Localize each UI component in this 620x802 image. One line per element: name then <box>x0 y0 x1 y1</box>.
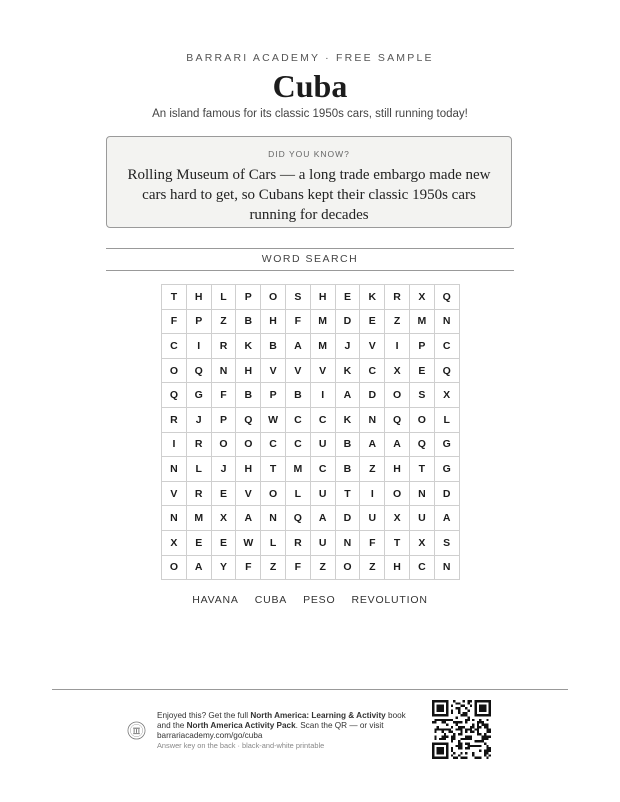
word-list <box>0 594 620 606</box>
grid-cell[interactable]: I <box>360 481 385 506</box>
footer-line2-suffix: . Scan the QR — or visit <box>295 721 384 730</box>
grid-cell[interactable]: N <box>434 555 459 580</box>
grid-cell[interactable]: P <box>409 334 434 359</box>
grid-cell[interactable]: F <box>360 530 385 555</box>
page-title: Cuba <box>272 68 348 104</box>
did-you-know-text: Rolling Museum of Cars — a long trade embargo made new cars hard to get, so Cubans kept their classic 1950s cars running for decades <box>127 167 491 223</box>
grid-cell[interactable]: X <box>434 383 459 408</box>
grid-cell[interactable]: O <box>385 383 410 408</box>
grid-cell[interactable]: C <box>310 407 335 432</box>
grid-cell[interactable]: W <box>261 407 286 432</box>
grid-cell[interactable]: T <box>261 457 286 482</box>
grid-cell[interactable]: R <box>211 334 236 359</box>
grid-cell[interactable]: C <box>434 334 459 359</box>
footer-line2-prefix: and the <box>157 721 187 730</box>
grid-cell[interactable]: I <box>385 334 410 359</box>
grid-cell[interactable]: P <box>186 309 211 334</box>
grid-cell[interactable]: B <box>261 334 286 359</box>
grid-cell[interactable]: E <box>211 530 236 555</box>
grid-cell[interactable]: T <box>335 481 360 506</box>
footer-line1-prefix: Enjoyed this? Get the full <box>157 711 251 720</box>
grid-cell[interactable]: N <box>211 358 236 383</box>
grid-cell[interactable]: Q <box>434 358 459 383</box>
grid-cell[interactable]: F <box>211 383 236 408</box>
grid-cell[interactable]: R <box>285 530 310 555</box>
grid-cell[interactable]: E <box>186 530 211 555</box>
grid-cell[interactable]: T <box>162 285 187 310</box>
grid-cell[interactable]: Q <box>186 358 211 383</box>
grid-cell[interactable]: M <box>186 506 211 531</box>
grid-cell[interactable]: T <box>385 530 410 555</box>
eyebrow: BARRARI ACADEMY · FREE SAMPLE <box>186 52 434 64</box>
grid-cell[interactable]: N <box>409 481 434 506</box>
grid-cell[interactable]: X <box>385 506 410 531</box>
grid-cell[interactable]: V <box>162 481 187 506</box>
grid-cell[interactable]: C <box>285 432 310 457</box>
grid-cell[interactable]: B <box>335 457 360 482</box>
grid-cell[interactable]: C <box>285 407 310 432</box>
grid-cell[interactable]: R <box>186 481 211 506</box>
grid-cell[interactable]: I <box>186 334 211 359</box>
grid-cell[interactable]: M <box>409 309 434 334</box>
grid-cell[interactable]: O <box>385 481 410 506</box>
grid-cell[interactable]: A <box>186 555 211 580</box>
grid-cell[interactable]: U <box>310 481 335 506</box>
grid-cell[interactable]: N <box>162 506 187 531</box>
grid-cell[interactable]: H <box>385 457 410 482</box>
grid-cell[interactable]: V <box>310 358 335 383</box>
grid-cell[interactable]: J <box>211 457 236 482</box>
grid-cell[interactable]: N <box>335 530 360 555</box>
grid-cell[interactable]: A <box>335 383 360 408</box>
grid-cell[interactable]: Z <box>360 555 385 580</box>
grid-cell[interactable]: E <box>211 481 236 506</box>
grid-cell[interactable]: A <box>434 506 459 531</box>
grid-cell[interactable]: O <box>335 555 360 580</box>
grid-cell[interactable]: O <box>409 407 434 432</box>
did-you-know-label: DID YOU KNOW? <box>268 149 350 159</box>
grid-cell[interactable]: O <box>236 432 261 457</box>
grid-cell[interactable]: R <box>186 432 211 457</box>
footer-book-name: North America: Learning & Activity <box>250 711 386 720</box>
grid-cell[interactable]: X <box>385 358 410 383</box>
grid-cell[interactable]: X <box>162 530 187 555</box>
grid-row <box>162 407 460 432</box>
word-search-grid <box>161 284 460 580</box>
footer-url[interactable]: barrariacademy.com/go/cuba <box>157 731 263 740</box>
grid-cell[interactable]: O <box>261 481 286 506</box>
grid-cell[interactable]: P <box>211 407 236 432</box>
grid-cell[interactable]: V <box>236 481 261 506</box>
grid-cell[interactable]: C <box>162 334 187 359</box>
grid-row <box>162 334 460 359</box>
grid-cell[interactable]: N <box>434 309 459 334</box>
grid-cell[interactable]: H <box>385 555 410 580</box>
grid-cell[interactable]: I <box>310 383 335 408</box>
word-item: PESO <box>303 594 336 606</box>
grid-cell[interactable]: M <box>285 457 310 482</box>
grid-cell[interactable]: Q <box>162 383 187 408</box>
grid-cell[interactable]: S <box>409 383 434 408</box>
grid-cell[interactable]: O <box>162 358 187 383</box>
grid-cell[interactable]: N <box>261 506 286 531</box>
grid-cell[interactable]: Q <box>409 432 434 457</box>
grid-cell[interactable]: Y <box>211 555 236 580</box>
grid-cell[interactable]: E <box>335 285 360 310</box>
grid-cell[interactable]: U <box>409 506 434 531</box>
did-you-know-box <box>106 136 512 228</box>
grid-cell[interactable]: D <box>335 506 360 531</box>
grid-cell[interactable]: H <box>310 285 335 310</box>
grid-cell[interactable]: J <box>186 407 211 432</box>
grid-cell[interactable]: A <box>310 506 335 531</box>
grid-row <box>162 457 460 482</box>
grid-cell[interactable]: Z <box>261 555 286 580</box>
grid-cell[interactable]: X <box>409 285 434 310</box>
word-item: HAVANA <box>192 594 239 606</box>
grid-cell[interactable]: K <box>335 358 360 383</box>
grid-row <box>162 358 460 383</box>
grid-cell[interactable]: B <box>236 383 261 408</box>
grid-cell[interactable]: C <box>310 457 335 482</box>
grid-cell[interactable]: U <box>360 506 385 531</box>
grid-cell[interactable]: M <box>310 309 335 334</box>
grid-cell[interactable]: N <box>360 407 385 432</box>
grid-cell[interactable]: L <box>211 285 236 310</box>
grid-cell[interactable]: H <box>236 358 261 383</box>
grid-row <box>162 383 460 408</box>
grid-cell[interactable]: K <box>360 285 385 310</box>
grid-cell[interactable]: U <box>310 530 335 555</box>
grid-cell[interactable]: P <box>236 285 261 310</box>
footer-promo <box>157 711 419 751</box>
grid-cell[interactable]: K <box>335 407 360 432</box>
grid-cell[interactable]: W <box>236 530 261 555</box>
grid-cell[interactable]: F <box>162 309 187 334</box>
grid-cell[interactable]: R <box>162 407 187 432</box>
grid-cell[interactable]: F <box>236 555 261 580</box>
grid-cell[interactable]: B <box>236 309 261 334</box>
grid-cell[interactable]: Q <box>385 407 410 432</box>
grid-cell[interactable]: E <box>360 309 385 334</box>
grid-row <box>162 555 460 580</box>
grid-cell[interactable]: H <box>261 309 286 334</box>
grid-cell[interactable]: X <box>409 530 434 555</box>
grid-cell[interactable]: A <box>385 432 410 457</box>
grid-cell[interactable]: U <box>310 432 335 457</box>
grid-cell[interactable]: D <box>335 309 360 334</box>
grid-row <box>162 506 460 531</box>
word-item: REVOLUTION <box>351 594 428 606</box>
grid-cell[interactable]: A <box>360 432 385 457</box>
grid-row <box>162 309 460 334</box>
grid-cell[interactable]: L <box>434 407 459 432</box>
grid-cell[interactable]: L <box>186 457 211 482</box>
grid-cell[interactable]: E <box>409 358 434 383</box>
grid-cell[interactable]: X <box>211 506 236 531</box>
grid-cell[interactable]: M <box>310 334 335 359</box>
footer-note: Answer key on the back · black-and-white printable <box>157 741 325 750</box>
grid-cell[interactable]: A <box>285 334 310 359</box>
grid-cell[interactable]: R <box>385 285 410 310</box>
grid-cell[interactable]: S <box>285 285 310 310</box>
footer-divider <box>52 689 568 690</box>
grid-cell[interactable]: K <box>236 334 261 359</box>
grid-cell[interactable]: B <box>335 432 360 457</box>
grid-cell[interactable]: S <box>434 530 459 555</box>
grid-row <box>162 530 460 555</box>
grid-cell[interactable]: F <box>285 555 310 580</box>
grid-cell[interactable]: O <box>211 432 236 457</box>
grid-cell[interactable]: T <box>409 457 434 482</box>
grid-cell[interactable]: L <box>261 530 286 555</box>
grid-row <box>162 285 460 310</box>
grid-row <box>162 432 460 457</box>
grid-cell[interactable]: D <box>434 481 459 506</box>
grid-cell[interactable]: C <box>360 358 385 383</box>
grid-cell[interactable]: O <box>162 555 187 580</box>
grid-cell[interactable]: F <box>285 309 310 334</box>
grid-cell[interactable]: G <box>186 383 211 408</box>
grid-cell[interactable]: D <box>360 383 385 408</box>
grid-cell[interactable]: Q <box>285 506 310 531</box>
footer-pack-name: North America Activity Pack <box>186 721 296 730</box>
grid-cell[interactable]: I <box>162 432 187 457</box>
qr-code-icon[interactable] <box>432 700 491 759</box>
grid-cell[interactable]: O <box>261 285 286 310</box>
word-item: CUBA <box>254 594 288 606</box>
grid-cell[interactable]: H <box>186 285 211 310</box>
grid-cell[interactable]: Q <box>236 407 261 432</box>
grid-cell[interactable]: P <box>261 383 286 408</box>
grid-cell[interactable]: Q <box>434 285 459 310</box>
word-search-heading: WORD SEARCH <box>106 248 514 271</box>
academy-seal-icon <box>127 721 146 740</box>
grid-cell[interactable]: L <box>285 481 310 506</box>
grid-cell[interactable]: B <box>285 383 310 408</box>
grid-cell[interactable]: Z <box>211 309 236 334</box>
grid-cell[interactable]: A <box>236 506 261 531</box>
grid-cell[interactable]: V <box>285 358 310 383</box>
footer-line1-suffix: book <box>385 711 406 720</box>
grid-row <box>162 481 460 506</box>
page-subtitle: An island famous for its classic 1950s cars, still running today! <box>152 108 468 120</box>
grid-cell[interactable]: Z <box>385 309 410 334</box>
grid-cell[interactable]: C <box>261 432 286 457</box>
grid-cell[interactable]: N <box>162 457 187 482</box>
grid-cell[interactable]: Z <box>360 457 385 482</box>
grid-cell[interactable]: V <box>261 358 286 383</box>
grid-cell[interactable]: H <box>236 457 261 482</box>
grid-cell[interactable]: J <box>335 334 360 359</box>
grid-cell[interactable]: G <box>434 457 459 482</box>
grid-cell[interactable]: Z <box>310 555 335 580</box>
grid-cell[interactable]: C <box>409 555 434 580</box>
grid-cell[interactable]: G <box>434 432 459 457</box>
grid-cell[interactable]: V <box>360 334 385 359</box>
